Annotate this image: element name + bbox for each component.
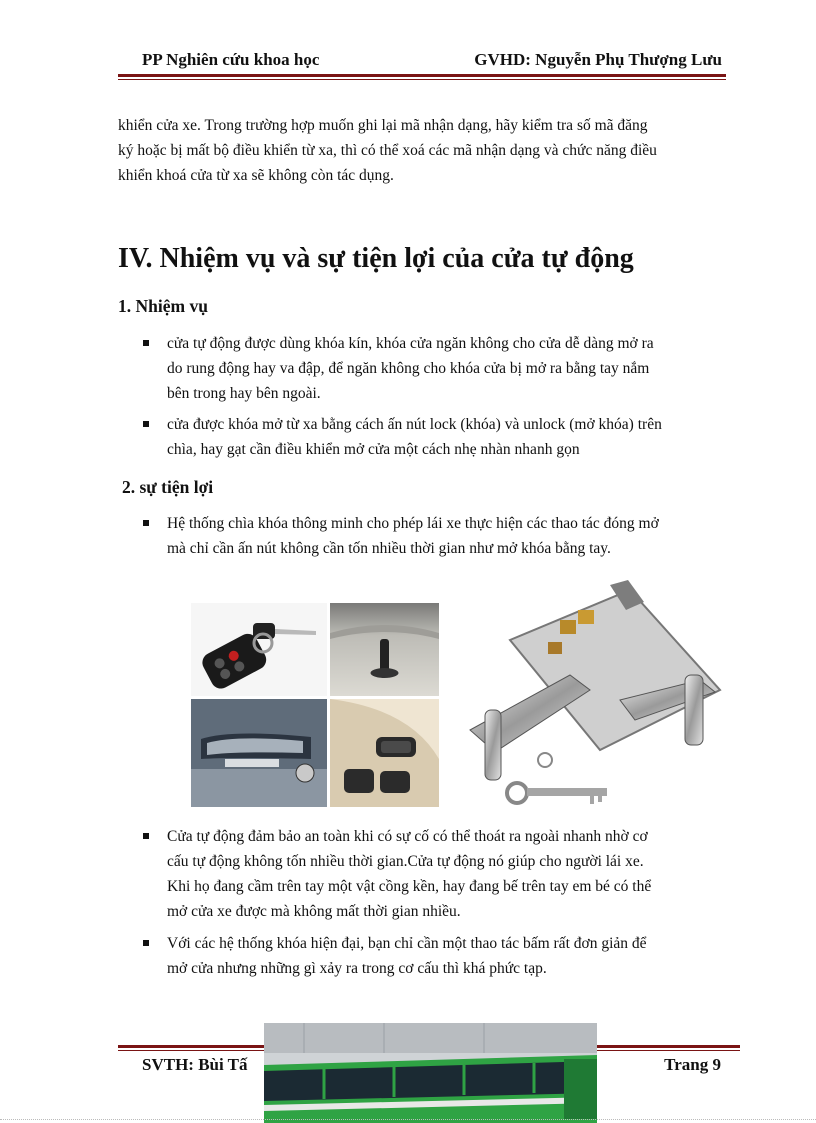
header-rule	[118, 74, 726, 77]
page-edge-divider	[0, 1119, 816, 1121]
header-course-title: PP Nghiên cứu khoa học	[142, 50, 320, 69]
header-instructor: GVHD: Nguyễn Phụ Thượng Lưu	[474, 50, 722, 69]
bullet-line: cấu tự động không tốn nhiều thời gian.Cửa tự động nó giúp cho người lái xe.	[167, 853, 644, 870]
list-item	[167, 412, 737, 462]
bullet-line: chìa, hay gạt cần điều khiển mở cửa một cách nhẹ nhàn nhanh gọn	[167, 441, 580, 458]
bullet-line: mở cửa xe được mà không mất thời gian nhiều.	[167, 903, 461, 920]
door-handle-photo	[191, 699, 327, 807]
bullet-line: Với các hệ thống khóa hiện đại, bạn chỉ cần một thao tác bấm rất đơn giản để	[167, 935, 647, 952]
subsection-title-2: 2. sự tiện lợi	[122, 477, 214, 497]
key-fob-photo	[191, 603, 327, 696]
square-bullet-icon	[143, 520, 149, 526]
subsection-title-1: 1. Nhiệm vụ	[118, 296, 208, 316]
window-switch-icon	[330, 699, 439, 807]
bullet-line: cửa được khóa mở từ xa bằng cách ấn nút lock (khóa) và unlock (mở khóa) trên	[167, 416, 662, 433]
bullet-line: Hệ thống chìa khóa thông minh cho phép lái xe thực hiện các thao tác đóng mở	[167, 515, 659, 532]
lock-knob-icon	[330, 603, 439, 696]
square-bullet-icon	[143, 340, 149, 346]
header-rule-thin	[118, 79, 726, 80]
list-item	[167, 824, 737, 924]
car-lock-photo-grid	[191, 603, 439, 807]
bullet-line: cửa tự động được dùng khóa kín, khóa cửa ngăn không cho cửa dễ dàng mở ra	[167, 335, 654, 352]
mortise-lock-photo	[450, 580, 750, 815]
bullet-line: mở cửa nhưng những gì xảy ra trong cơ cấu thì khá phức tạp.	[167, 960, 547, 977]
bullet-line: do rung động hay va đập, để ngăn không cho khóa cửa bị mở ra bằng tay nắm	[167, 360, 650, 377]
intro-line: khiển khoá cửa từ xa sẽ không còn tác dụng.	[118, 167, 394, 184]
square-bullet-icon	[143, 940, 149, 946]
door-lock-icon	[450, 580, 750, 815]
bus-icon	[264, 1023, 597, 1123]
intro-line: khiển cửa xe. Trong trường hợp muốn ghi lại mã nhận dạng, hãy kiểm tra số mã đăng	[118, 117, 648, 134]
footer-student: SVTH: Bùi Tấ	[142, 1055, 248, 1074]
intro-paragraph	[118, 113, 738, 188]
bullet-line: mà chỉ cần ấn nút không cần tốn nhiều thời gian như mở khóa bằng tay.	[167, 540, 611, 557]
interior-switch-photo	[330, 699, 439, 807]
key-fob-icon	[191, 603, 327, 696]
square-bullet-icon	[143, 833, 149, 839]
bus-photo	[264, 1023, 597, 1123]
list-item	[167, 511, 737, 561]
door-handle-icon	[191, 699, 327, 807]
section-title: IV. Nhiệm vụ và sự tiện lợi của cửa tự động	[118, 243, 634, 274]
door-lock-knob-photo	[330, 603, 439, 696]
page-header	[118, 48, 726, 74]
list-item	[167, 931, 737, 981]
bullet-line: bên trong hay bên ngoài.	[167, 385, 321, 402]
intro-line: ký hoặc bị mất bộ điều khiển từ xa, thì có thể xoá các mã nhận dạng và chức năng điều	[118, 142, 657, 159]
bullet-line: Cửa tự động đảm bảo an toàn khi có sự cố có thể thoát ra ngoài nhanh nhờ cơ	[167, 828, 648, 845]
page-number: Trang 9	[664, 1055, 721, 1074]
bullet-line: Khi họ đang cầm trên tay một vật cồng kền, hay đang bế trên tay em bé có thể	[167, 878, 652, 895]
list-item	[167, 331, 737, 406]
square-bullet-icon	[143, 421, 149, 427]
